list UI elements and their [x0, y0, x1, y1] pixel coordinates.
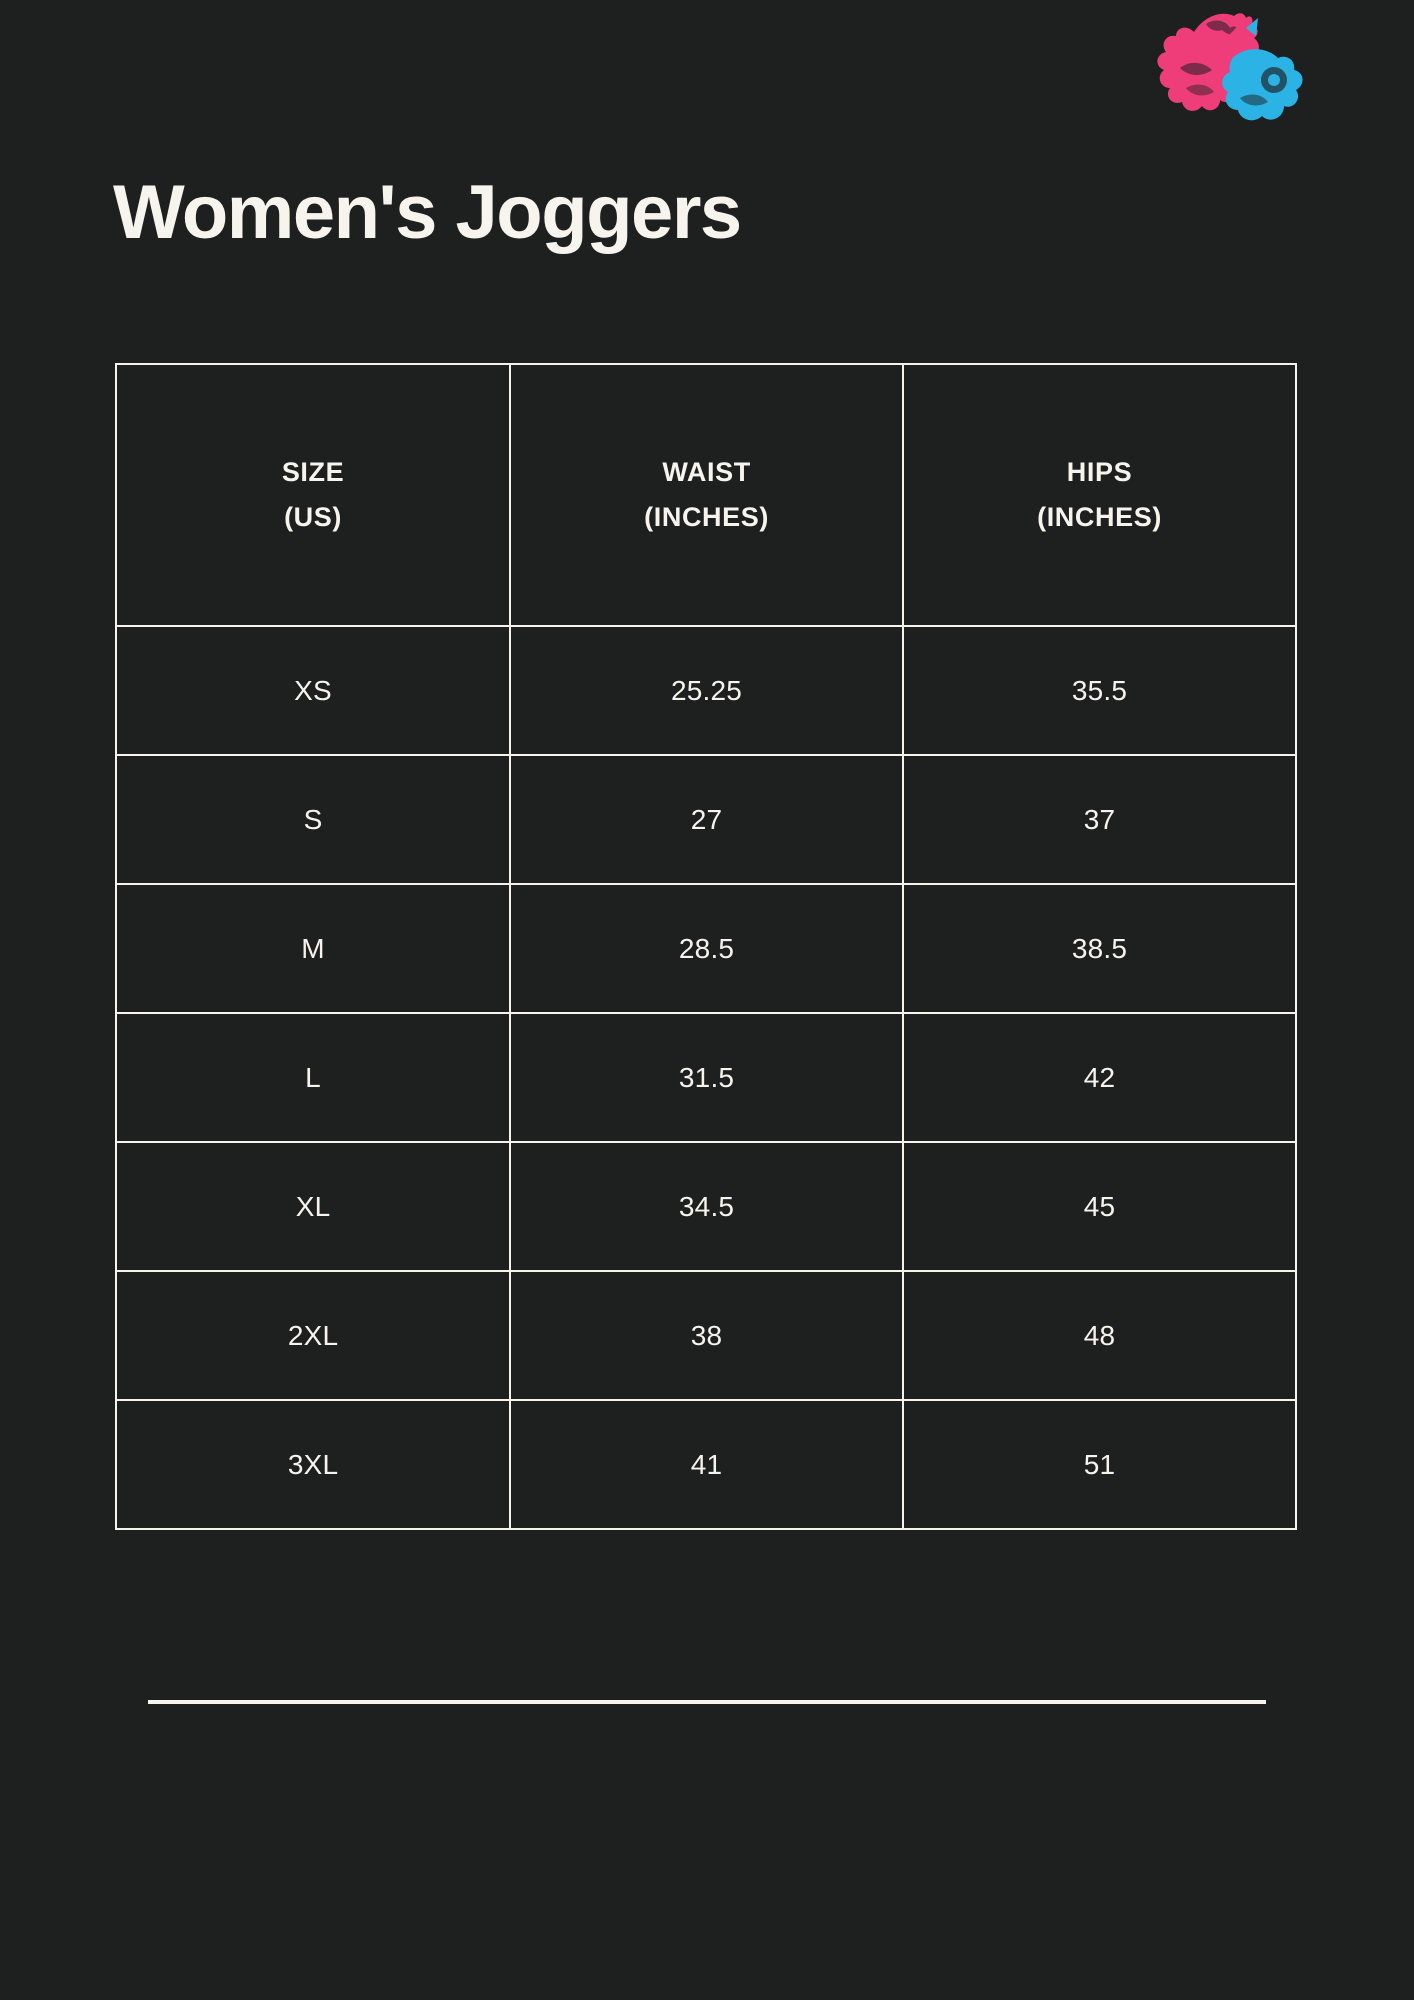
cell-size: L [116, 1013, 510, 1142]
cell-waist: 38 [510, 1271, 903, 1400]
cell-size: M [116, 884, 510, 1013]
cell-size: 2XL [116, 1271, 510, 1400]
dragon-head-logo [1134, 10, 1324, 160]
table-row [116, 1013, 1296, 1142]
cell-hips: 51 [903, 1400, 1296, 1529]
cell-waist: 41 [510, 1400, 903, 1529]
bottom-divider [148, 1700, 1266, 1704]
column-header-size-line1: SIZE [281, 457, 345, 488]
size-chart-container [115, 363, 1297, 1530]
table-row [116, 755, 1296, 884]
column-header-size [116, 364, 510, 626]
table-row [116, 626, 1296, 755]
column-header-hips [903, 364, 1296, 626]
table-row [116, 884, 1296, 1013]
column-header-waist-line2: (INCHES) [644, 502, 769, 532]
column-header-waist-line1: WAIST [662, 457, 751, 488]
cell-waist: 27 [510, 755, 903, 884]
cell-hips: 42 [903, 1013, 1296, 1142]
cell-hips: 35.5 [903, 626, 1296, 755]
cell-waist: 31.5 [510, 1013, 903, 1142]
table-row [116, 1400, 1296, 1529]
cell-hips: 38.5 [903, 884, 1296, 1013]
cell-waist: 34.5 [510, 1142, 903, 1271]
cell-size: XL [116, 1142, 510, 1271]
cell-size: XS [116, 626, 510, 755]
table-row [116, 1271, 1296, 1400]
cell-size: 3XL [116, 1400, 510, 1529]
column-header-size-line2: (US) [284, 502, 342, 532]
table-header-row [116, 364, 1296, 626]
cell-waist: 25.25 [510, 626, 903, 755]
column-header-hips-line1: HIPS [1066, 457, 1133, 488]
size-chart-table [115, 363, 1297, 1530]
page-title: Women's Joggers [113, 170, 741, 255]
cell-hips: 48 [903, 1271, 1296, 1400]
cell-hips: 45 [903, 1142, 1296, 1271]
cell-waist: 28.5 [510, 884, 903, 1013]
cell-size: S [116, 755, 510, 884]
column-header-hips-line2: (INCHES) [1037, 502, 1162, 532]
table-row [116, 1142, 1296, 1271]
cell-hips: 37 [903, 755, 1296, 884]
column-header-waist [510, 364, 903, 626]
